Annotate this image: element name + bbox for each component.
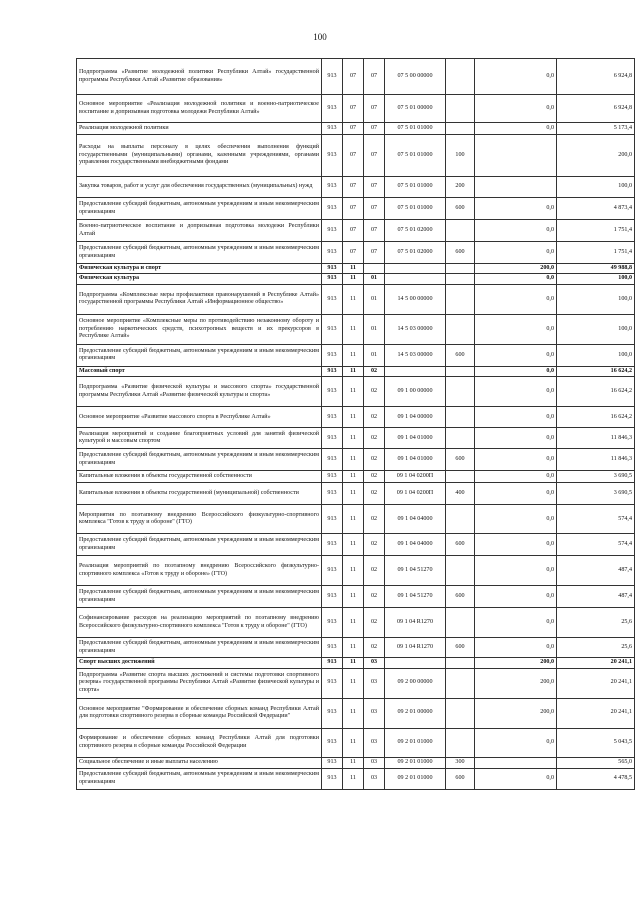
row-name: Предоставление субсидий бюджетным, автономным учреждениям и иным некоммерческим организациям — [77, 344, 322, 366]
row-expense-type-code — [446, 220, 475, 242]
row-admin-code: 913 — [322, 407, 343, 428]
row-amount-2: 5 043,5 — [557, 728, 635, 757]
row-target-code: 09 1 04 51270 — [385, 586, 446, 608]
row-section-code: 11 — [343, 264, 364, 274]
table-row — [77, 377, 635, 407]
row-name: Капитальные вложения в объекты государственной (муниципальной) собственности — [77, 483, 322, 505]
row-admin-code: 913 — [322, 505, 343, 534]
row-name: Предоставление субсидий бюджетным, автономным учреждениям и иным некоммерческим организациям — [77, 586, 322, 608]
row-subsection-code: 02 — [364, 586, 385, 608]
row-expense-type-code — [446, 284, 475, 314]
row-expense-type-code: 600 — [446, 534, 475, 556]
row-expense-type-code — [446, 471, 475, 483]
table-row — [77, 534, 635, 556]
row-amount-2: 5 173,4 — [557, 123, 635, 135]
row-amount-1: 0,0 — [475, 638, 557, 658]
row-amount-2: 16 624,2 — [557, 377, 635, 407]
budget-table-body — [77, 59, 635, 790]
row-admin-code: 913 — [322, 449, 343, 471]
row-section-code: 11 — [343, 366, 364, 376]
row-amount-1: 0,0 — [475, 471, 557, 483]
table-row — [77, 274, 635, 284]
row-amount-1: 0,0 — [475, 407, 557, 428]
row-section-code: 07 — [343, 123, 364, 135]
row-section-code: 11 — [343, 284, 364, 314]
row-amount-1: 0,0 — [475, 284, 557, 314]
row-amount-2: 16 624,2 — [557, 407, 635, 428]
row-admin-code: 913 — [322, 274, 343, 284]
row-expense-type-code — [446, 314, 475, 344]
row-amount-2: 25,6 — [557, 608, 635, 638]
row-target-code: 09 1 04 04000 — [385, 505, 446, 534]
row-admin-code: 913 — [322, 344, 343, 366]
table-row — [77, 668, 635, 698]
table-row — [77, 658, 635, 668]
row-amount-1: 200,0 — [475, 668, 557, 698]
table-row — [77, 284, 635, 314]
row-expense-type-code: 400 — [446, 483, 475, 505]
row-expense-type-code — [446, 407, 475, 428]
row-admin-code: 913 — [322, 757, 343, 768]
row-subsection-code: 02 — [364, 483, 385, 505]
row-amount-2: 49 988,8 — [557, 264, 635, 274]
row-name: Реализация мероприятий и создание благоприятных условий для занятий физической культурой и массовым спортом — [77, 428, 322, 449]
row-subsection-code: 01 — [364, 284, 385, 314]
row-amount-2: 1 751,4 — [557, 242, 635, 264]
row-admin-code: 913 — [322, 534, 343, 556]
table-row — [77, 344, 635, 366]
row-expense-type-code: 300 — [446, 757, 475, 768]
row-section-code: 11 — [343, 407, 364, 428]
row-subsection-code: 03 — [364, 768, 385, 789]
table-row — [77, 608, 635, 638]
row-subsection-code: 03 — [364, 658, 385, 668]
row-admin-code: 913 — [322, 377, 343, 407]
row-amount-1: 0,0 — [475, 768, 557, 789]
row-name: Реализация мероприятий по поэтапному внедрению Всероссийского физкультурно-спортивного комплекса «Готов к труду и обороне» (ГТО) — [77, 556, 322, 586]
row-expense-type-code — [446, 366, 475, 376]
row-target-code: 09 2 01 01000 — [385, 728, 446, 757]
row-admin-code: 913 — [322, 242, 343, 264]
row-amount-2: 3 690,5 — [557, 471, 635, 483]
row-amount-2: 20 241,1 — [557, 698, 635, 728]
row-amount-1: 0,0 — [475, 123, 557, 135]
row-amount-2: 3 690,5 — [557, 483, 635, 505]
row-amount-2: 100,0 — [557, 344, 635, 366]
row-admin-code: 913 — [322, 314, 343, 344]
row-admin-code: 913 — [322, 658, 343, 668]
row-expense-type-code — [446, 428, 475, 449]
row-admin-code: 913 — [322, 768, 343, 789]
row-target-code: 14 5 00 00000 — [385, 284, 446, 314]
row-target-code: 09 1 04 0200П — [385, 471, 446, 483]
row-name: Предоставление субсидий бюджетным, автономным учреждениям и иным некоммерческим организациям — [77, 449, 322, 471]
row-target-code: 09 1 04 0200П — [385, 483, 446, 505]
row-subsection-code: 07 — [364, 177, 385, 198]
row-target-code: 09 2 01 01000 — [385, 757, 446, 768]
row-admin-code: 913 — [322, 638, 343, 658]
row-expense-type-code — [446, 505, 475, 534]
row-section-code: 11 — [343, 658, 364, 668]
row-name: Основное мероприятие "Формирование и обеспечение сборных команд Республики Алтай для подготовки спортивного резерва в сборные команды Российской Федерации" — [77, 698, 322, 728]
row-amount-1: 0,0 — [475, 274, 557, 284]
row-subsection-code: 02 — [364, 428, 385, 449]
row-expense-type-code — [446, 123, 475, 135]
row-admin-code: 913 — [322, 668, 343, 698]
row-amount-1: 0,0 — [475, 608, 557, 638]
row-expense-type-code: 600 — [446, 638, 475, 658]
row-amount-2: 20 241,1 — [557, 668, 635, 698]
row-admin-code: 913 — [322, 220, 343, 242]
table-row — [77, 556, 635, 586]
row-amount-1: 0,0 — [475, 59, 557, 95]
row-name: Реализация молодежной политики — [77, 123, 322, 135]
row-amount-1: 0,0 — [475, 428, 557, 449]
row-expense-type-code — [446, 95, 475, 123]
row-expense-type-code — [446, 377, 475, 407]
table-row — [77, 198, 635, 220]
row-amount-2: 100,0 — [557, 177, 635, 198]
row-amount-1: 0,0 — [475, 449, 557, 471]
row-amount-1: 0,0 — [475, 483, 557, 505]
row-admin-code: 913 — [322, 284, 343, 314]
row-subsection-code: 02 — [364, 608, 385, 638]
row-section-code: 11 — [343, 638, 364, 658]
row-name: Спорт высших достижений — [77, 658, 322, 668]
row-section-code: 11 — [343, 586, 364, 608]
row-amount-2: 20 241,1 — [557, 658, 635, 668]
row-amount-1: 0,0 — [475, 242, 557, 264]
row-amount-1 — [475, 177, 557, 198]
row-amount-2: 100,0 — [557, 314, 635, 344]
row-name: Расходы на выплаты персоналу в целях обеспечения выполнения функций государственными (муниципальными) органами, казенными учреждениями, органами управления государственными внебюджетными фондами — [77, 135, 322, 177]
table-row — [77, 177, 635, 198]
row-subsection-code: 07 — [364, 242, 385, 264]
row-subsection-code: 07 — [364, 95, 385, 123]
table-row — [77, 728, 635, 757]
row-section-code: 11 — [343, 668, 364, 698]
row-section-code: 07 — [343, 220, 364, 242]
row-amount-1: 0,0 — [475, 366, 557, 376]
row-section-code: 11 — [343, 534, 364, 556]
row-subsection-code — [364, 264, 385, 274]
table-row — [77, 483, 635, 505]
row-section-code: 07 — [343, 177, 364, 198]
row-name: Капитальные вложения в объекты государственной собственности — [77, 471, 322, 483]
row-amount-1: 0,0 — [475, 95, 557, 123]
row-target-code: 07 5 01 00000 — [385, 95, 446, 123]
budget-table — [76, 58, 635, 790]
row-amount-2: 100,0 — [557, 274, 635, 284]
row-name: Предоставление субсидий бюджетным, автономным учреждениям и иным некоммерческим организациям — [77, 768, 322, 789]
row-amount-1: 0,0 — [475, 344, 557, 366]
row-amount-2: 487,4 — [557, 586, 635, 608]
row-section-code: 11 — [343, 377, 364, 407]
row-amount-1: 0,0 — [475, 556, 557, 586]
row-admin-code: 913 — [322, 177, 343, 198]
row-target-code: 09 2 00 00000 — [385, 668, 446, 698]
row-admin-code: 913 — [322, 728, 343, 757]
row-amount-1 — [475, 135, 557, 177]
row-admin-code: 913 — [322, 135, 343, 177]
row-name: Подпрограмма «Комплексные меры профилактики правонарушений в Республике Алтай» государственной программы Республики Алтай «Информационное общество» — [77, 284, 322, 314]
table-row — [77, 768, 635, 789]
row-target-code: 09 1 04 R1270 — [385, 638, 446, 658]
row-admin-code: 913 — [322, 428, 343, 449]
row-name: Софинансирование расходов на реализацию мероприятий по поэтапному внедрению Всероссийского физкультурно-спортивного комплекса "Готов к труду и обороне" (ГТО) — [77, 608, 322, 638]
row-section-code: 11 — [343, 505, 364, 534]
row-name: Подпрограмма «Развитие молодежной политики Республики Алтай» государственной программы Республики Алтай «Развитие образования» — [77, 59, 322, 95]
row-amount-2: 4 478,5 — [557, 768, 635, 789]
row-amount-2: 25,6 — [557, 638, 635, 658]
row-subsection-code: 01 — [364, 344, 385, 366]
row-name: Физическая культура и спорт — [77, 264, 322, 274]
row-amount-1: 200,0 — [475, 698, 557, 728]
row-target-code: 14 5 03 00000 — [385, 344, 446, 366]
row-subsection-code: 07 — [364, 123, 385, 135]
table-row — [77, 638, 635, 658]
table-row — [77, 59, 635, 95]
table-row — [77, 220, 635, 242]
row-section-code: 07 — [343, 242, 364, 264]
table-row — [77, 449, 635, 471]
row-admin-code: 913 — [322, 264, 343, 274]
table-row — [77, 366, 635, 376]
row-expense-type-code — [446, 264, 475, 274]
row-section-code: 11 — [343, 483, 364, 505]
table-row — [77, 264, 635, 274]
row-target-code: 07 5 01 01000 — [385, 123, 446, 135]
row-amount-2: 6 924,8 — [557, 59, 635, 95]
row-target-code: 07 5 01 01000 — [385, 177, 446, 198]
row-admin-code: 913 — [322, 483, 343, 505]
table-row — [77, 586, 635, 608]
row-section-code: 11 — [343, 698, 364, 728]
row-amount-1: 0,0 — [475, 377, 557, 407]
row-amount-1: 0,0 — [475, 586, 557, 608]
table-row — [77, 242, 635, 264]
row-amount-2: 16 624,2 — [557, 366, 635, 376]
row-target-code: 09 1 04 01000 — [385, 428, 446, 449]
row-expense-type-code: 600 — [446, 242, 475, 264]
row-name: Подпрограмма «Развитие физической культуры и массового спорта» государственной программы Республики Алтай «Развитие физической культуры и спорта» — [77, 377, 322, 407]
row-target-code: 09 1 04 00000 — [385, 407, 446, 428]
row-amount-1 — [475, 757, 557, 768]
row-amount-1: 0,0 — [475, 505, 557, 534]
row-amount-1: 0,0 — [475, 198, 557, 220]
row-amount-1: 200,0 — [475, 264, 557, 274]
row-target-code: 07 5 01 02000 — [385, 220, 446, 242]
row-section-code: 11 — [343, 344, 364, 366]
row-subsection-code: 02 — [364, 638, 385, 658]
row-section-code: 07 — [343, 135, 364, 177]
row-target-code — [385, 264, 446, 274]
row-name: Военно-патриотическое воспитание и допризывная подготовка молодежи Республики Алтай — [77, 220, 322, 242]
row-target-code — [385, 658, 446, 668]
row-subsection-code: 02 — [364, 534, 385, 556]
row-target-code: 09 1 04 R1270 — [385, 608, 446, 638]
page-number: 100 — [313, 32, 327, 42]
row-expense-type-code: 600 — [446, 768, 475, 789]
row-expense-type-code — [446, 608, 475, 638]
row-name: Подпрограмма «Развитие спорта высших достижений и системы подготовки спортивного резерва» государственной программы Республики Алтай «Развитие физической культуры и спорта» — [77, 668, 322, 698]
row-name: Предоставление субсидий бюджетным, автономным учреждениям и иным некоммерческим организациям — [77, 198, 322, 220]
row-section-code: 11 — [343, 608, 364, 638]
row-subsection-code: 03 — [364, 728, 385, 757]
row-subsection-code: 07 — [364, 135, 385, 177]
row-subsection-code: 03 — [364, 668, 385, 698]
table-row — [77, 428, 635, 449]
row-amount-1: 0,0 — [475, 314, 557, 344]
row-subsection-code: 02 — [364, 377, 385, 407]
row-subsection-code: 07 — [364, 220, 385, 242]
row-target-code: 07 5 01 02000 — [385, 242, 446, 264]
row-section-code: 11 — [343, 768, 364, 789]
row-amount-1: 200,0 — [475, 658, 557, 668]
row-subsection-code: 07 — [364, 59, 385, 95]
row-target-code — [385, 274, 446, 284]
row-admin-code: 913 — [322, 608, 343, 638]
row-target-code — [385, 366, 446, 376]
row-name: Мероприятия по поэтапному внедрению Всероссийского физкультурно-спортивного комплекса "Готов к труду и обороне" (ГТО) — [77, 505, 322, 534]
row-expense-type-code — [446, 274, 475, 284]
row-expense-type-code — [446, 728, 475, 757]
row-admin-code: 913 — [322, 366, 343, 376]
row-admin-code: 913 — [322, 123, 343, 135]
row-name: Физическая культура — [77, 274, 322, 284]
row-amount-1: 0,0 — [475, 220, 557, 242]
row-subsection-code: 02 — [364, 505, 385, 534]
table-row — [77, 505, 635, 534]
row-name: Основное мероприятие «Реализация молодежной политики и военно-патриотическое воспитание и допризывная подготовка молодежи Республики Алтай» — [77, 95, 322, 123]
row-section-code: 11 — [343, 471, 364, 483]
table-row — [77, 698, 635, 728]
row-subsection-code: 01 — [364, 314, 385, 344]
row-name: Формирование и обеспечение сборных команд Республики Алтай для подготовки спортивного резерва в сборные команды Российской Федерации — [77, 728, 322, 757]
row-amount-1: 0,0 — [475, 728, 557, 757]
row-expense-type-code — [446, 668, 475, 698]
row-section-code: 07 — [343, 198, 364, 220]
row-expense-type-code — [446, 658, 475, 668]
row-target-code: 09 1 00 00000 — [385, 377, 446, 407]
row-name: Закупка товаров, работ и услуг для обеспечения государственных (муниципальных) нужд — [77, 177, 322, 198]
row-admin-code: 913 — [322, 59, 343, 95]
row-admin-code: 913 — [322, 586, 343, 608]
row-section-code: 11 — [343, 314, 364, 344]
table-row — [77, 123, 635, 135]
row-amount-2: 565,0 — [557, 757, 635, 768]
row-expense-type-code — [446, 698, 475, 728]
row-name: Социальное обеспечение и иные выплаты населению — [77, 757, 322, 768]
row-admin-code: 913 — [322, 95, 343, 123]
row-target-code: 07 5 01 01000 — [385, 198, 446, 220]
table-row — [77, 407, 635, 428]
row-section-code: 11 — [343, 757, 364, 768]
table-row — [77, 471, 635, 483]
row-target-code: 14 5 03 00000 — [385, 314, 446, 344]
row-name: Предоставление субсидий бюджетным, автономным учреждениям и иным некоммерческим организациям — [77, 534, 322, 556]
row-expense-type-code: 600 — [446, 586, 475, 608]
row-subsection-code: 02 — [364, 556, 385, 586]
table-row — [77, 135, 635, 177]
row-amount-2: 4 873,4 — [557, 198, 635, 220]
row-section-code: 11 — [343, 274, 364, 284]
row-name: Основное мероприятие «Комплексные меры по противодействию незаконному обороту и потреблению наркотических средств, психотропных веществ и их прекурсоров в Республике Алтай» — [77, 314, 322, 344]
row-admin-code: 913 — [322, 556, 343, 586]
row-name: Основное мероприятие «Развитие массового спорта в Республике Алтай» — [77, 407, 322, 428]
row-section-code: 11 — [343, 728, 364, 757]
row-amount-2: 100,0 — [557, 284, 635, 314]
row-expense-type-code: 100 — [446, 135, 475, 177]
row-admin-code: 913 — [322, 698, 343, 728]
row-expense-type-code — [446, 556, 475, 586]
row-target-code: 07 5 01 01000 — [385, 135, 446, 177]
row-amount-2: 1 751,4 — [557, 220, 635, 242]
row-amount-2: 487,4 — [557, 556, 635, 586]
row-subsection-code: 02 — [364, 471, 385, 483]
row-target-code: 09 1 04 51270 — [385, 556, 446, 586]
row-amount-2: 11 846,3 — [557, 428, 635, 449]
row-target-code: 09 2 01 00000 — [385, 698, 446, 728]
row-amount-2: 574,4 — [557, 505, 635, 534]
row-subsection-code: 02 — [364, 449, 385, 471]
row-expense-type-code: 200 — [446, 177, 475, 198]
table-row — [77, 757, 635, 768]
row-amount-2: 200,0 — [557, 135, 635, 177]
row-subsection-code: 03 — [364, 698, 385, 728]
row-subsection-code: 07 — [364, 198, 385, 220]
table-row — [77, 314, 635, 344]
row-subsection-code: 02 — [364, 407, 385, 428]
row-amount-2: 574,4 — [557, 534, 635, 556]
row-section-code: 11 — [343, 556, 364, 586]
row-subsection-code: 02 — [364, 366, 385, 376]
row-amount-2: 11 846,3 — [557, 449, 635, 471]
row-section-code: 07 — [343, 95, 364, 123]
row-name: Массовый спорт — [77, 366, 322, 376]
row-target-code: 09 1 04 01000 — [385, 449, 446, 471]
row-section-code: 11 — [343, 428, 364, 449]
row-expense-type-code — [446, 59, 475, 95]
row-section-code: 07 — [343, 59, 364, 95]
row-expense-type-code: 600 — [446, 449, 475, 471]
table-row — [77, 95, 635, 123]
row-subsection-code: 03 — [364, 757, 385, 768]
row-amount-1: 0,0 — [475, 534, 557, 556]
row-name: Предоставление субсидий бюджетным, автономным учреждениям и иным некоммерческим организациям — [77, 638, 322, 658]
row-target-code: 07 5 00 00000 — [385, 59, 446, 95]
row-admin-code: 913 — [322, 471, 343, 483]
row-subsection-code: 01 — [364, 274, 385, 284]
row-name: Предоставление субсидий бюджетным, автономным учреждениям и иным некоммерческим организациям — [77, 242, 322, 264]
row-amount-2: 6 924,8 — [557, 95, 635, 123]
row-target-code: 09 1 04 04000 — [385, 534, 446, 556]
row-expense-type-code: 600 — [446, 198, 475, 220]
row-section-code: 11 — [343, 449, 364, 471]
row-expense-type-code: 600 — [446, 344, 475, 366]
row-admin-code: 913 — [322, 198, 343, 220]
row-target-code: 09 2 01 01000 — [385, 768, 446, 789]
